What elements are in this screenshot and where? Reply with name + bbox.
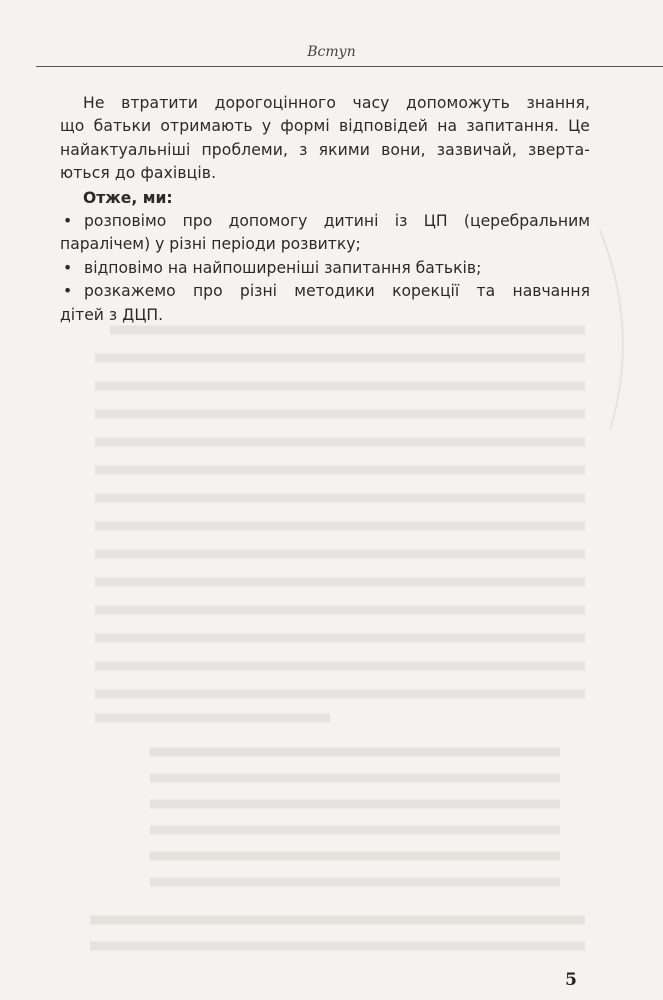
paragraph-line: найактуальніші проблеми, з якими вони, зазвичай, зверта- xyxy=(60,140,590,159)
paragraph-line: ються до фахівців. xyxy=(60,164,217,183)
list-lead: Отже, ми: xyxy=(83,188,173,207)
page-number: 5 xyxy=(565,970,577,990)
paragraph-line: що батьки отримають у формі відповідей на запитання. Це xyxy=(60,117,590,136)
bullet-icon: • xyxy=(63,212,73,231)
list-item-text: дітей з ДЦП. xyxy=(60,305,164,324)
bullet-icon: • xyxy=(63,282,73,301)
running-head: Вступ xyxy=(307,44,356,60)
list-item xyxy=(60,257,590,280)
bullet-icon: • xyxy=(63,258,73,277)
list-item xyxy=(60,210,590,257)
paragraph-line: Не втратити дорогоцінного часу допоможуть знання, xyxy=(83,94,590,112)
list-item-text: розповімо про допомогу дитині із ЦП (церебральним xyxy=(84,212,590,231)
list-item-text: розкажемо про різні методики корекції та навчання xyxy=(84,282,590,301)
body-text xyxy=(60,92,590,327)
intro-paragraph xyxy=(60,92,590,186)
list-item-text: паралічем) у різні періоди розвитку; xyxy=(60,235,361,254)
list-item xyxy=(60,280,590,327)
bullet-list xyxy=(60,210,590,327)
header-rule xyxy=(36,66,663,67)
list-item-text: відповімо на найпоширеніші запитання батьків; xyxy=(84,258,482,277)
